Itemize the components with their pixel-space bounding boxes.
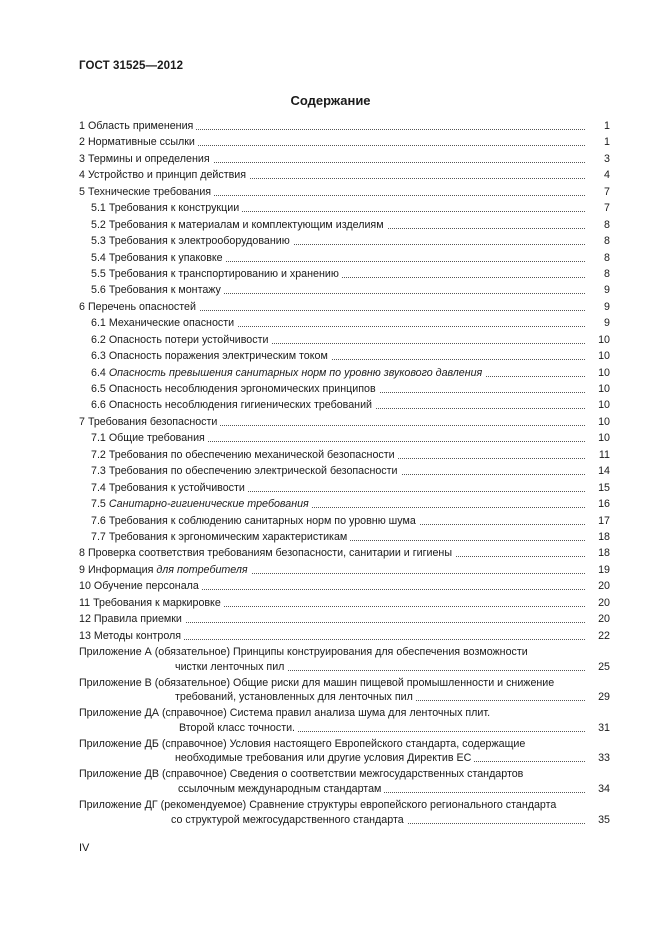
toc-entries [79, 118, 610, 644]
toc-entry-page: 15 [598, 481, 610, 494]
toc-entry-title: Методы контроля [93, 629, 182, 642]
toc-entry-page: 9 [604, 300, 610, 313]
toc-appendix-title: Приложение ДГ (рекомендуемое) Сравнение структуры европейского регионального стандарта [79, 798, 557, 811]
toc-entry-number: 7.6 [91, 514, 106, 527]
toc-entry[interactable] [79, 282, 610, 298]
toc-entry-title: Требования к электрооборудованию [108, 235, 290, 248]
toc-entry-page: 8 [604, 267, 610, 280]
toc-appendix[interactable] [79, 798, 610, 828]
toc-entry-title: Опасность потери устойчивости [108, 333, 269, 346]
toc-appendix[interactable] [79, 676, 610, 706]
toc-entry-title: Правила приемки [93, 613, 182, 626]
toc-entry-title: Санитарно-гигиенические требования [108, 498, 309, 511]
toc-entry-title: Требования по обеспечению механической безопасности [108, 448, 395, 461]
toc-entry-page: 8 [604, 251, 610, 264]
toc-entry[interactable] [79, 365, 610, 381]
toc-appendix-page: 29 [598, 691, 610, 704]
toc-entry-title: Перечень опасностей [87, 300, 196, 313]
toc-entry[interactable] [79, 381, 610, 397]
toc-entry-number: 6.2 [91, 333, 106, 346]
toc-entry-title: Требования к транспортированию и хранению [108, 267, 339, 280]
toc-appendix-title: Приложение А (обязательное) Принципы конструирования для обеспечения возможности [79, 646, 528, 658]
toc-entry[interactable] [79, 118, 610, 134]
toc-appendix[interactable] [79, 737, 610, 767]
toc-appendix-title-continued: чистки ленточных пил [175, 661, 287, 673]
toc-entry-number: 5.4 [91, 251, 106, 264]
toc-entry-number: 7.2 [91, 448, 106, 461]
toc-appendix-page: 31 [598, 721, 610, 734]
toc-entry[interactable] [79, 414, 610, 430]
toc-entry-number: 5.5 [91, 267, 106, 280]
toc-entry-title: Требования к материалам и комплектующим изделиям [108, 218, 384, 231]
toc-entry-number: 5 [79, 185, 85, 198]
toc-entry-page: 3 [604, 152, 610, 165]
toc-entry-page: 4 [604, 169, 610, 182]
toc-entry-page: 10 [598, 432, 610, 445]
toc-entry-page: 18 [598, 530, 610, 543]
toc-entry-page: 9 [604, 284, 610, 297]
toc-entry[interactable] [79, 628, 610, 644]
toc-entry[interactable] [79, 299, 610, 315]
toc-entry-title: Термины и определения [87, 152, 210, 165]
toc-entry-number: 1 [79, 120, 85, 132]
toc-entry[interactable] [79, 217, 610, 233]
toc-entry-number: 5.1 [91, 202, 106, 215]
toc-entry-title: Требования к маркировке [93, 596, 221, 609]
toc-appendix-title-continued: Второй класс точности. [179, 722, 298, 734]
toc-entry-page: 1 [604, 136, 610, 149]
toc-entry[interactable] [79, 611, 610, 627]
toc-entry-number: 7.3 [91, 465, 106, 478]
toc-entry-title: Требования к устойчивости [108, 481, 245, 494]
toc-entry-title: Опасность поражения электрическим током [108, 350, 328, 363]
toc-entry-number: 9 [79, 563, 85, 576]
toc-entry-page: 10 [598, 366, 610, 379]
toc-appendix-page: 35 [598, 813, 610, 826]
toc-entry-number: 7.5 [91, 498, 106, 511]
toc-entry-page: 9 [604, 317, 610, 330]
toc-entry-title: Обучение персонала [93, 580, 199, 593]
toc-entry-number: 6.3 [91, 350, 106, 363]
toc-entry-page: 8 [604, 235, 610, 248]
toc-entry[interactable] [79, 332, 610, 348]
toc-entry-page: 14 [598, 465, 610, 478]
toc-entry-page: 10 [598, 415, 610, 428]
toc-entry-page: 22 [598, 629, 610, 642]
toc-appendix-page: 33 [598, 752, 610, 765]
toc-appendix-title: Приложение ДВ (справочное) Сведения о соответствии межгосударственных стандартов [79, 768, 524, 781]
toc-entry[interactable] [79, 167, 610, 183]
toc-entry[interactable] [79, 151, 610, 167]
toc-entry-number: 4 [79, 169, 85, 182]
toc-entry-page: 17 [598, 514, 610, 527]
toc-entry-number: 6.1 [91, 317, 106, 330]
toc-entry-page: 7 [604, 185, 610, 198]
toc-entry[interactable] [79, 545, 610, 561]
toc-entry-number: 5.6 [91, 284, 106, 297]
toc-entry-number: 3 [79, 152, 85, 165]
toc-entry-page: 18 [598, 547, 610, 560]
toc-entry-page: 20 [598, 596, 610, 609]
toc-appendix-title: Приложение ДБ (справочное) Условия настоящего Европейского стандарта, содержащие [79, 737, 526, 750]
toc-entry-number: 5.3 [91, 235, 106, 248]
toc-appendix-title-continued: требований, установленных для ленточных пил [175, 691, 416, 703]
toc-entry[interactable] [79, 348, 610, 364]
toc-entry-page: 10 [598, 383, 610, 395]
toc-entry-number: 6.5 [91, 383, 106, 395]
toc-entry-title: Требования безопасности [87, 415, 218, 428]
toc-entry-number: 13 [79, 629, 91, 642]
toc-entry[interactable] [79, 463, 610, 479]
toc-entry-title: Требования к монтажу [108, 284, 221, 297]
toc-entry[interactable] [79, 184, 610, 200]
toc-entry-title: Устройство и принцип действия [87, 169, 247, 182]
toc-entry-title: Требования к эргономическим характеристикам [108, 530, 348, 543]
toc-appendix-title: Приложение В (обязательное) Общие риски для машин пищевой промышленности и снижение [79, 676, 555, 689]
toc-entry[interactable] [79, 200, 610, 216]
toc-appendix-title-continued: необходимые требования или другие условия Директив ЕС [175, 752, 474, 764]
toc-entry-page: 20 [598, 613, 610, 626]
toc-entry-title: Опасность несоблюдения эргономических принципов [108, 383, 376, 395]
toc-entry-page: 20 [598, 580, 610, 593]
toc-entry-page: 7 [604, 202, 610, 215]
toc-entry-number: 8 [79, 547, 85, 560]
toc-entry-page: 10 [598, 350, 610, 363]
toc-entry-number: 5.2 [91, 218, 106, 231]
toc-entry-number: 10 [79, 580, 91, 593]
toc-entry-title: Общие требования [108, 432, 205, 445]
toc-entry[interactable] [79, 578, 610, 594]
toc-entry[interactable] [79, 250, 610, 266]
toc-entry-title: Требования к конструкции [108, 202, 240, 215]
page-number: IV [79, 842, 90, 854]
toc-entry-page: 19 [598, 563, 610, 576]
toc-entry-number: 2 [79, 136, 85, 149]
toc-entry[interactable] [79, 397, 610, 413]
toc-appendix-title-continued: со структурой межгосударственного стандарта [171, 814, 407, 826]
toc-entry-number: 6 [79, 300, 85, 313]
toc-entry-title: Опасность превышения санитарных норм по уровню звукового давления [108, 366, 483, 379]
table-of-contents [79, 118, 610, 828]
toc-entry[interactable] [79, 480, 610, 496]
toc-entry-title: Требования к упаковке [108, 251, 223, 264]
toc-entry-title: Требования по обеспечению электрической безопасности [108, 465, 398, 478]
toc-entry-number: 6.6 [91, 399, 106, 412]
page-title: Содержание [290, 93, 371, 108]
toc-entry[interactable] [79, 266, 610, 282]
toc-entry-title: Технические требования [87, 185, 212, 198]
toc-entry-page: 10 [598, 333, 610, 346]
toc-entry[interactable] [79, 447, 610, 463]
toc-entry-number: 7.4 [91, 481, 106, 494]
toc-entry-page: 11 [598, 448, 610, 461]
toc-entry-number: 12 [79, 613, 91, 626]
toc-appendix-page: 25 [598, 660, 610, 673]
toc-entry-number: 7 [79, 415, 85, 428]
toc-entry[interactable] [79, 529, 610, 545]
toc-entry-title: Требования к соблюдению санитарных норм по уровню шума [108, 514, 416, 527]
toc-entry[interactable] [79, 134, 610, 150]
toc-entry[interactable] [79, 233, 610, 249]
toc-entry-title: Информация [87, 563, 157, 576]
toc-entry-number: 7.1 [91, 432, 106, 445]
toc-entry-number: 11 [79, 596, 91, 609]
toc-entry-page: 8 [604, 218, 610, 231]
toc-entry-number: 7.7 [91, 530, 106, 543]
toc-entry[interactable] [79, 562, 610, 578]
toc-entry-title: Область применения [87, 120, 194, 132]
toc-entry-title: Опасность несоблюдения гигиенических требований [108, 399, 373, 412]
toc-entry[interactable] [79, 430, 610, 446]
toc-entry-title: Механические опасности [108, 317, 235, 330]
toc-entry-title-italic: для потребителя [156, 563, 248, 576]
toc-appendix[interactable] [79, 645, 610, 675]
toc-entry[interactable] [79, 513, 610, 529]
document-header: ГОСТ 31525—2012 [79, 60, 184, 72]
toc-appendix[interactable] [79, 706, 610, 736]
toc-entry-title: Проверка соответствия требованиям безопасности, санитарии и гигиены [87, 547, 452, 560]
toc-entry-page: 16 [598, 498, 610, 511]
toc-appendix[interactable] [79, 767, 610, 797]
toc-entry[interactable] [79, 315, 610, 331]
toc-entry-number: 6.4 [91, 366, 106, 379]
toc-entry[interactable] [79, 496, 610, 512]
toc-entry-page: 10 [598, 399, 610, 412]
toc-appendix-page: 34 [598, 782, 610, 795]
toc-appendix-title-continued: ссылочным международным стандартам [178, 783, 384, 795]
toc-entry[interactable] [79, 595, 610, 611]
toc-appendix-title: Приложение ДА (справочное) Система правил анализа шума для ленточных плит. [79, 707, 491, 720]
toc-appendices [79, 645, 610, 828]
toc-entry-page: 1 [604, 120, 610, 132]
toc-entry-title: Нормативные ссылки [87, 136, 195, 149]
